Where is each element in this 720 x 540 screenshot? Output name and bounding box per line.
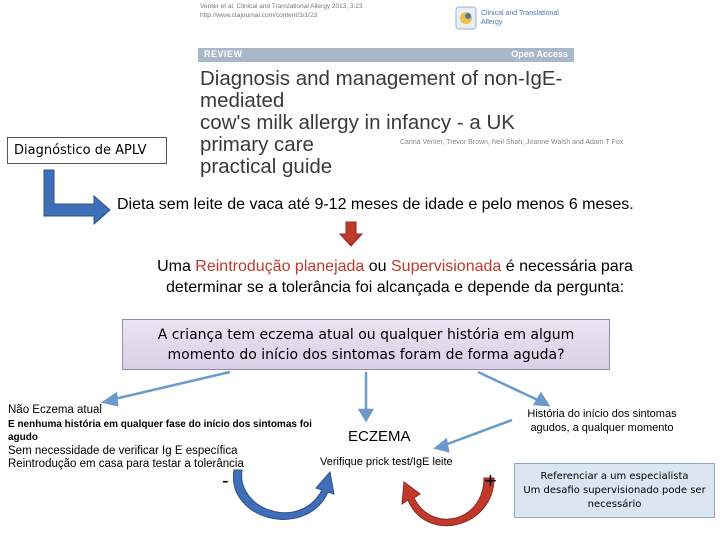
no-eczema-line-4: Sem necessidade de verificar Ig E específica — [8, 444, 238, 457]
journal-line-1: Clinical and Translational — [481, 10, 559, 17]
no-eczema-line-1: Não Eczema atual — [8, 404, 102, 416]
citation-line-2: http://www.ctajournal.com/content/3/1/23 — [200, 12, 318, 19]
no-eczema-line-2: E nenhuma história em qualquer fase do início dos sintomas foi — [8, 418, 312, 430]
section-label: REVIEW — [204, 49, 243, 59]
positive-result-sign: + — [484, 468, 497, 493]
no-eczema-line-3: agudo — [8, 432, 38, 443]
reintroduction-line-1 — [115, 256, 675, 277]
left-branch-arrow — [110, 372, 230, 400]
middle-branch-arrowhead-icon — [360, 410, 372, 420]
reintroduction-part-1: Uma — [157, 258, 196, 275]
question-line-2: momento do início dos sintomas foram de forma aguda? — [167, 346, 565, 363]
diagnosis-label: Diagnóstico de APLV — [7, 137, 167, 164]
right-branch-arrow — [478, 372, 542, 402]
reintroduction-part-3: é necessária para — [501, 258, 633, 275]
right-branch-arrowhead-icon — [535, 394, 548, 405]
diet-text: Dieta sem leite de vaca até 9-12 meses de idade e pelo menos 6 meses. — [117, 196, 634, 213]
reintroduction-text — [115, 256, 675, 298]
referral-line-2: Um desafio supervisionado pode ser — [523, 484, 706, 496]
red-down-arrow-icon — [340, 222, 362, 246]
referral-line-3: necessário — [587, 498, 642, 510]
reintroduction-line-2: determinar se a tolerância foi alcançada e depende da pergunta: — [165, 279, 625, 296]
acute-history-line-2: agudos, a qualquer momento — [530, 421, 674, 434]
negative-curved-arrow-icon — [233, 470, 334, 519]
return-arrow — [442, 420, 512, 446]
referral-line-1: Referenciar a um especialista — [540, 470, 689, 482]
open-access-label: Open Access — [511, 49, 568, 59]
negative-result-sign: - — [222, 470, 229, 492]
supervised-reintroduction: Supervisionada — [391, 258, 502, 275]
referral-box — [514, 463, 715, 518]
paper-title-line-1: Diagnosis and management of non-IgE-mediated — [200, 67, 563, 112]
journal-line-2: Allergy — [481, 19, 503, 26]
paper-authors: Carina Venter, Trevor Brown, Neil Shah, Joanne Walsh and Adam T Fox — [400, 139, 624, 146]
return-arrowhead-icon — [436, 440, 448, 451]
acute-history-line-1: História do início dos sintomas — [527, 408, 677, 420]
paper-title-line-2: cow's milk allergy in infancy - a UK primary care — [200, 111, 515, 156]
citation-line-1: Venter et al. Clinical and Translational Allergy 2013, 3:23 — [200, 3, 363, 10]
positive-curved-arrow-icon — [402, 478, 494, 526]
question-box — [122, 319, 610, 370]
acute-history-branch — [512, 408, 692, 435]
planned-reintroduction: Reintrodução planejada — [195, 258, 365, 275]
no-eczema-line-5: Reintrodução em casa para testar a tolerância — [8, 458, 244, 470]
reintroduction-part-2: ou — [364, 258, 391, 275]
prick-test-text: Verifique prick test/IgE leite — [320, 456, 453, 468]
eczema-label: ECZEMA — [348, 428, 411, 445]
question-line-1: A criança tem eczema atual ou qualquer história em algum — [157, 326, 575, 343]
paper-title-line-3: practical guide — [200, 155, 333, 178]
elbow-arrow-icon — [44, 170, 110, 224]
no-eczema-branch — [8, 404, 353, 472]
